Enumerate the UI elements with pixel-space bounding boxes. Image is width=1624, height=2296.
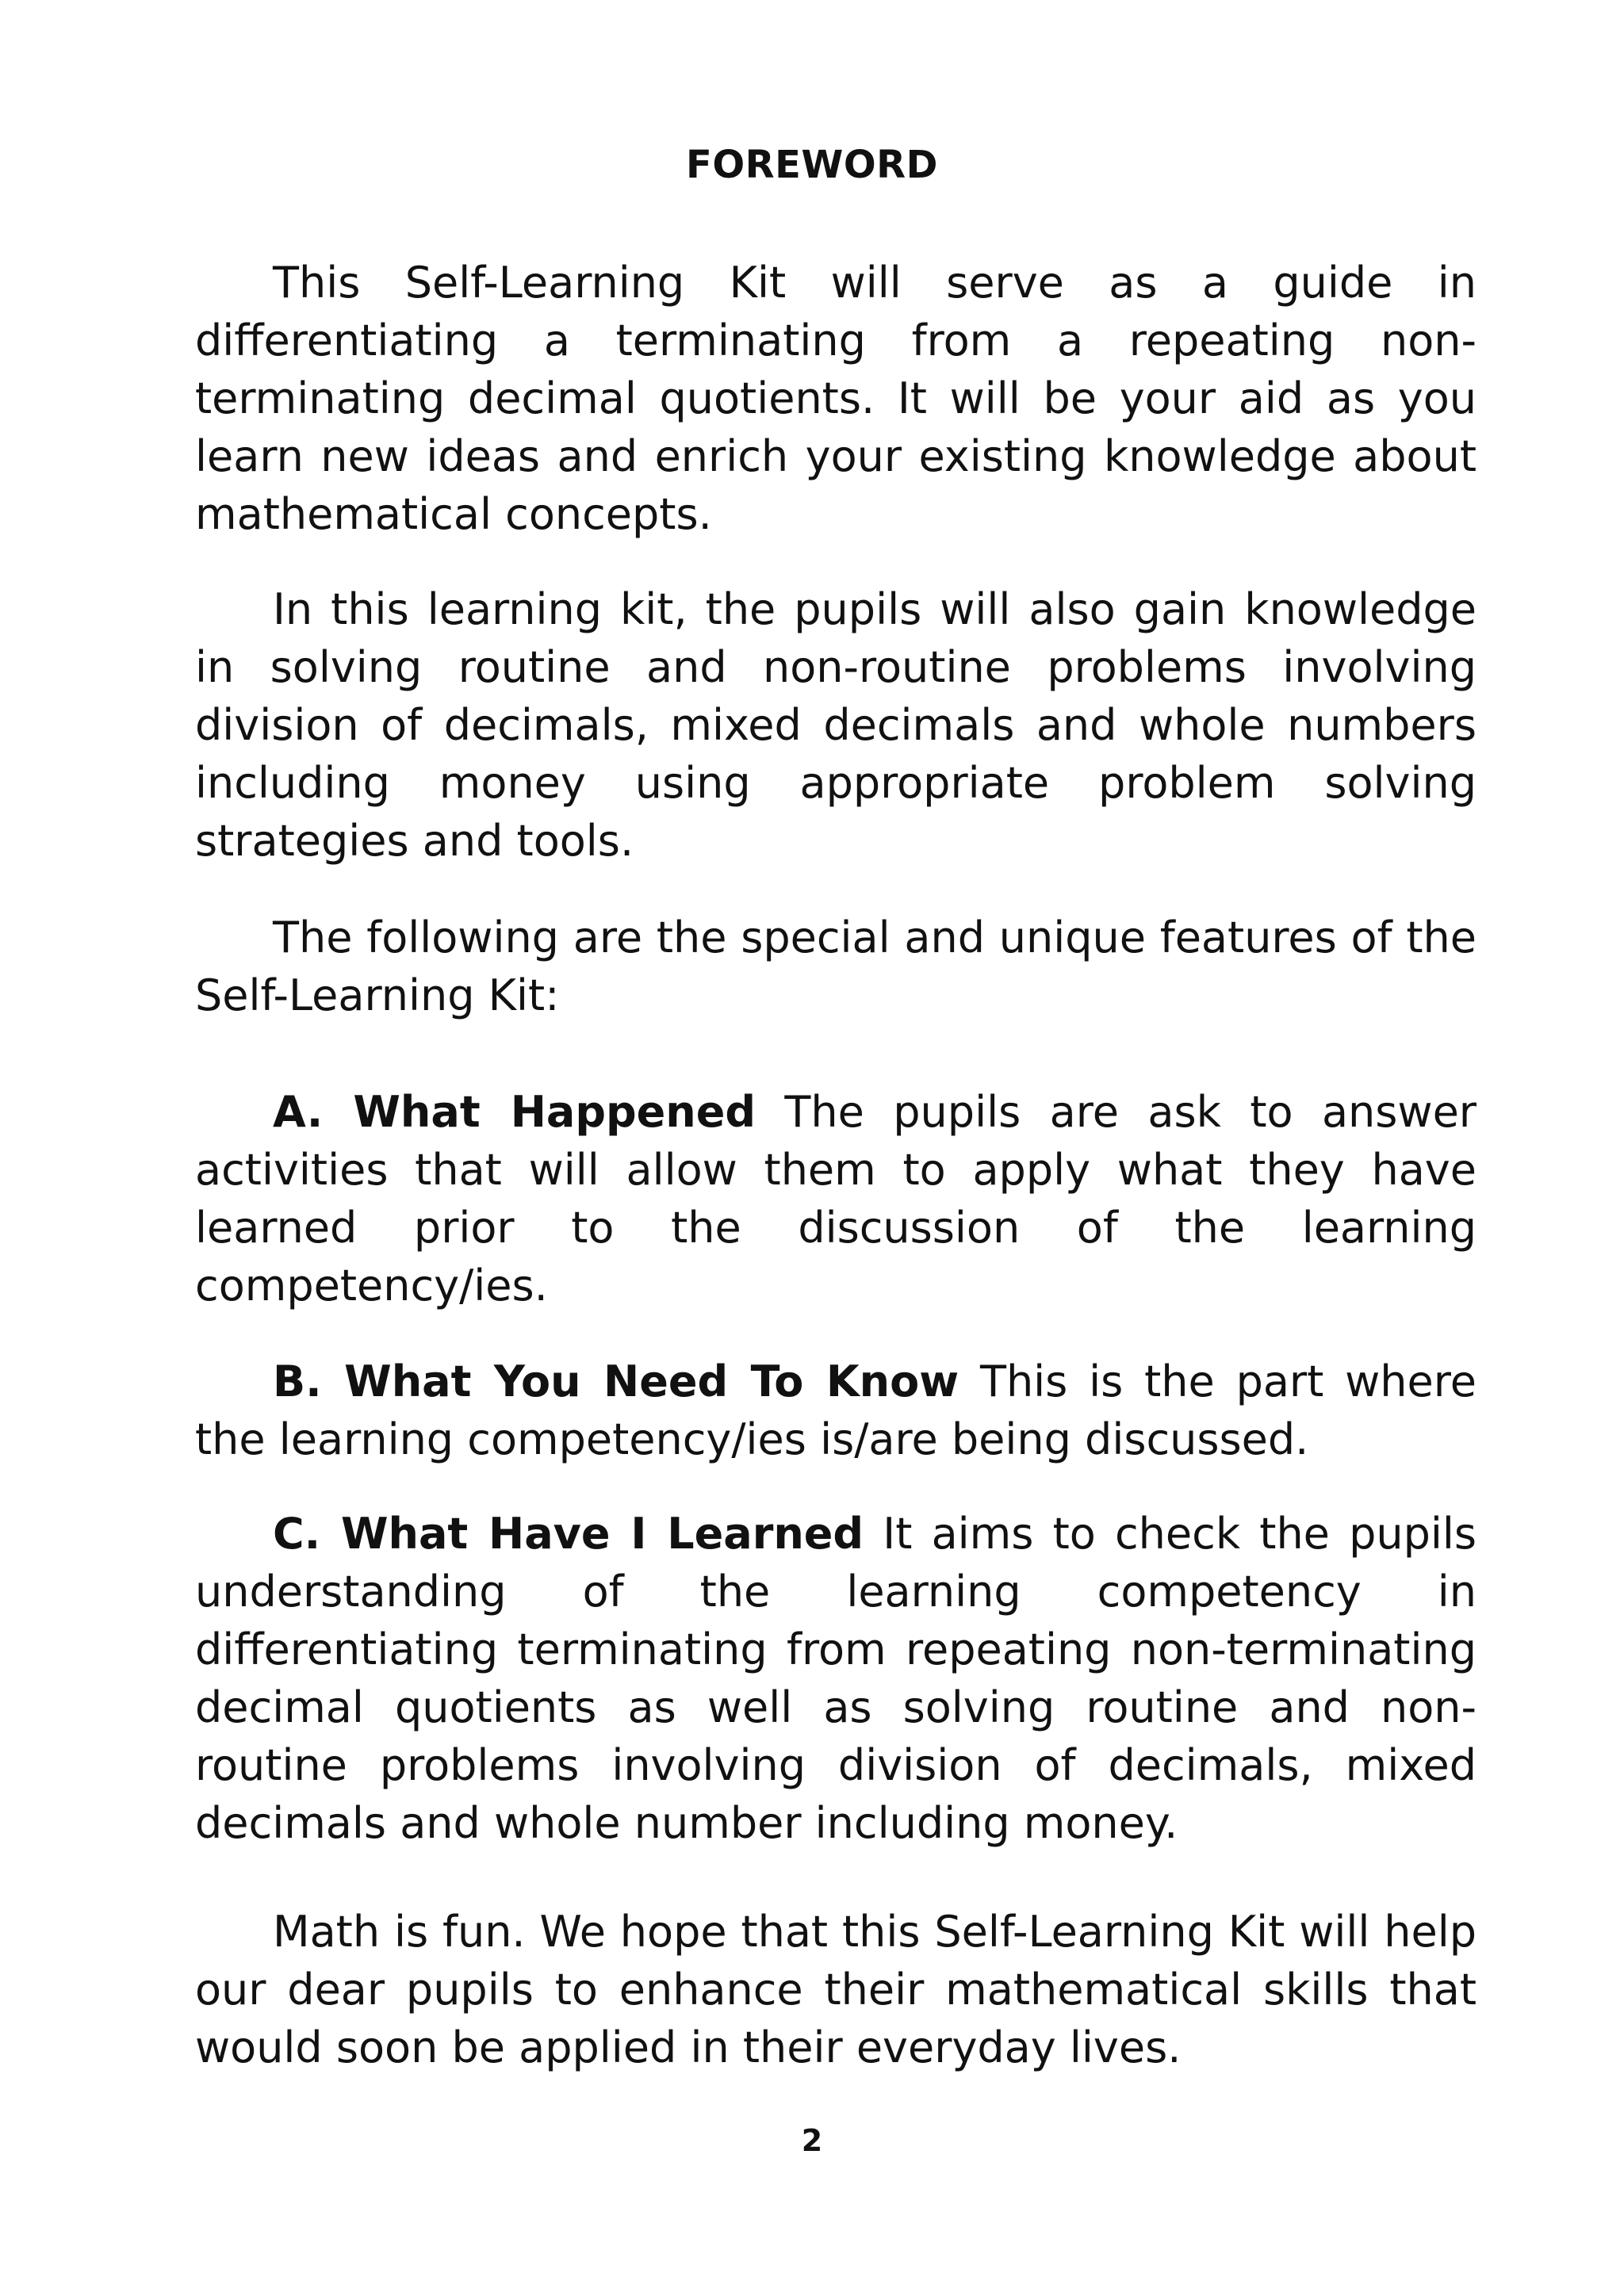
feature-a-label: A. What Happened: [273, 1087, 756, 1137]
page-number: 2: [801, 2123, 823, 2158]
closing-paragraph: Math is fun. We hope that this Self-Learning Kit will help our dear pupils to enhance their mathematical skills that would soon be applied in their everyday lives.: [195, 1907, 1477, 2072]
features-intro-paragraph: The following are the special and unique features of the Self-Learning Kit:: [195, 913, 1477, 1020]
feature-c-paragraph: [195, 1505, 1477, 1852]
feature-c-text: It aims to check the pupils understanding of the learning competency in differentiating terminating from repeating non-terminating decimal quotients as well as solving routine and non-routine problems involving division of decimals, mixed decimals and whole number including money.: [195, 1509, 1477, 1848]
feature-b-paragraph: [195, 1353, 1477, 1468]
feature-b-text: This is the part where the learning competency/ies is/are being discussed.: [195, 1357, 1477, 1464]
feature-a-text: The pupils are ask to answer activities that will allow them to apply what they have learned prior to the discussion of the learning competency/ies.: [195, 1087, 1477, 1311]
feature-c-label: C. What Have I Learned: [273, 1509, 864, 1559]
feature-a-paragraph: [195, 1083, 1477, 1314]
intro-paragraph: This Self-Learning Kit will serve as a guide in differentiating a terminating from a repeating non-terminating decimal quotients. It will be your aid as you learn new ideas and enrich your existing knowledge about mathematical concepts.: [195, 258, 1477, 539]
knowledge-paragraph: In this learning kit, the pupils will also gain knowledge in solving routine and non-routine problems involving division of decimals, mixed decimals and whole numbers including money using appropriate problem solving strategies and tools.: [195, 584, 1477, 866]
feature-b-label: B. What You Need To Know: [273, 1357, 959, 1406]
page-title: FOREWORD: [686, 143, 938, 187]
